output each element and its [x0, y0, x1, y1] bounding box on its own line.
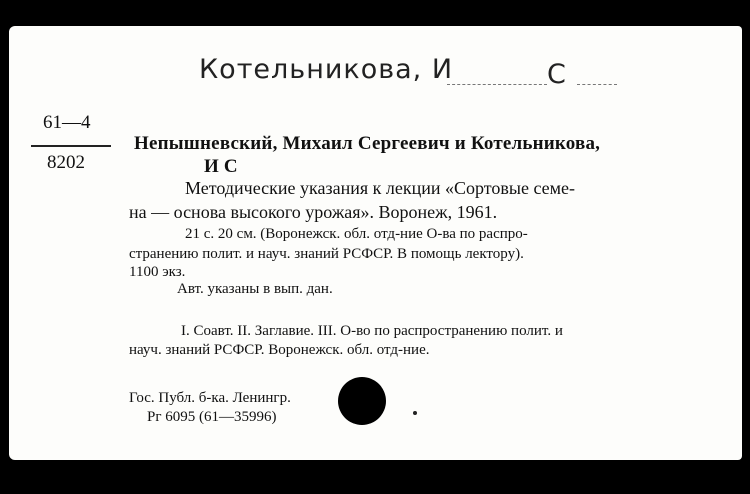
description-line-2: странению полит. и науч. знаний РСФСР. В помощь лектору). — [129, 246, 524, 262]
title-line-2: на — основа высокого урожая». Воронеж, 1961. — [129, 202, 498, 222]
tracings-line-1: I. Соавт. II. Заглавие. III. О-во по распространению полит. и — [181, 323, 563, 339]
handwritten-underline-2 — [577, 84, 617, 86]
library-line-1: Гос. Публ. б-ка. Ленингр. — [129, 390, 291, 406]
tracings-line-2: науч. знаний РСФСР. Воронежск. обл. отд-ние. — [129, 342, 430, 358]
handwritten-underline — [447, 84, 547, 86]
handwritten-author-name: Котельникова, И — [199, 54, 454, 85]
shelfmark-bottom: 8202 — [47, 152, 85, 173]
handwritten-initial: С — [547, 59, 567, 90]
description-note: Авт. указаны в вып. дан. — [177, 281, 333, 297]
punch-hole — [338, 377, 386, 425]
ink-dot — [413, 411, 417, 415]
library-line-2: Рг 6095 (61—35996) — [147, 409, 277, 425]
shelfmark-top: 61—4 — [43, 112, 91, 133]
description-line-1: 21 с. 20 см. (Воронежск. обл. отд-ние О-ва по распро- — [185, 226, 528, 242]
title-line-1: Методические указания к лекции «Сортовые семе- — [185, 178, 576, 198]
heading-authors: Непышневский, Михаил Сергеевич и Котельникова, — [134, 133, 601, 154]
shelfmark-divider — [31, 145, 111, 147]
heading-initials: И С — [204, 156, 238, 177]
description-line-3: 1100 экз. — [129, 264, 186, 280]
